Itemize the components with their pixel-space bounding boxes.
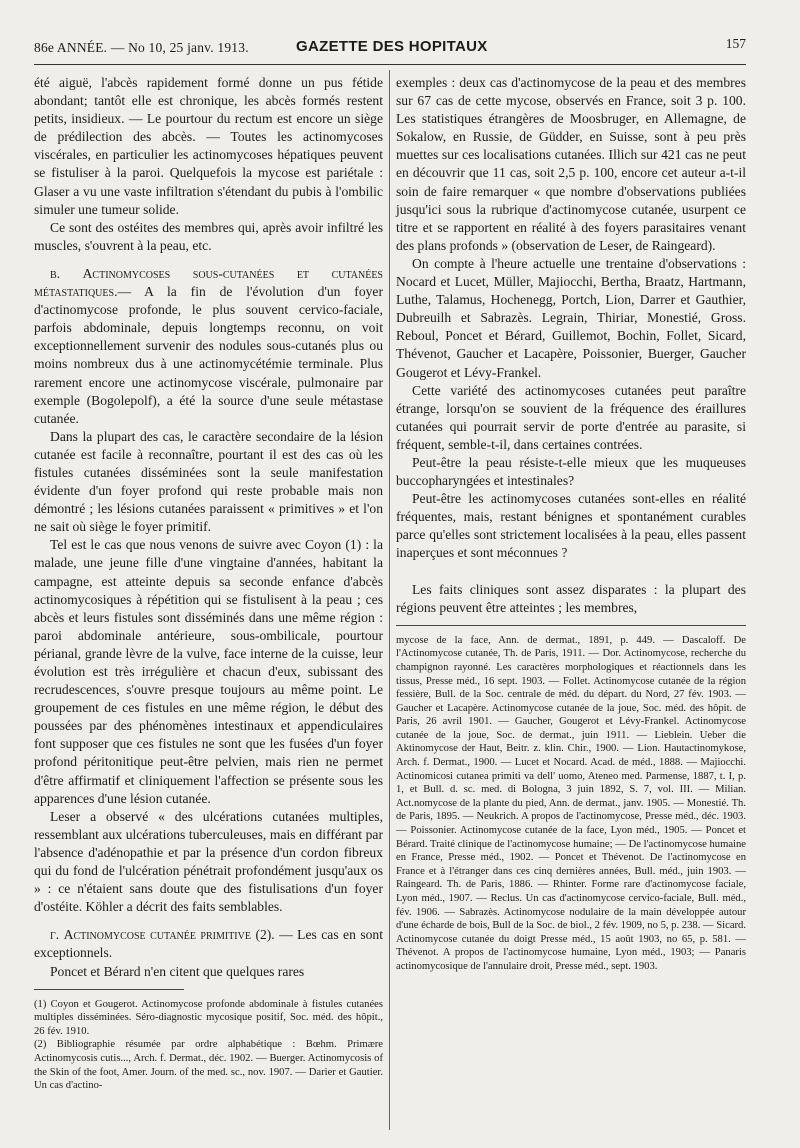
column-divider <box>389 70 390 1130</box>
paragraph: Tel est le cas que nous venons de suivre avec Coyon (1) : la malade, une jeune fille d'une vingtaine d'années, habitant la campagne, est atteinte depuis sa seconde enfance d'abcès actinomycosiques à répétition qui se fistulisent à la peau ; ces abcès et leurs fistules sont disséminés dans une même région : paroi abdominale antérieure, sous-ombilicale, pourtour périanal, grande lèvre de la vulve, face interne de la cuisse, leur évolution est très irrégulière et chacun d'eux, subissant des recrudescences, s'ouvre presque toujours au même point. Le groupement de ces fistules en une même région, le début des poussées par des phénomènes intestinaux et appendiculaires font supposer que ces fistules ne sont que les fusées d'un foyer profond péritonitique peut-être pelvien, mais rien ne permet d'être affirmatif et cliniquement l'affection se présente sous les apparences d'une lésion cutanée. <box>34 537 383 806</box>
left-column <box>34 74 383 1093</box>
page-header <box>34 36 746 60</box>
footnote: (2) Bibliographie résumée par ordre alphabétique : Bœhm. Primære Actinomycosis cutis..., Arch. f. Dermat., déc. 1902. — Buerger. Actinomycosis of the Skin of the foot, Amer. Journ. of the med. sc., nov. 1907. — Darier et Gautier. Un cas d'actino- <box>34 1039 383 1092</box>
paragraph: Ce sont des ostéites des membres qui, après avoir infiltré les muscles, s'ouvrent à la peau, etc. <box>34 219 383 253</box>
section-beta <box>34 265 383 428</box>
journal-title: GAZETTE DES HOPITAUX <box>296 38 488 55</box>
paragraph: été aiguë, l'abcès rapidement formé donne un pus fétide abondant; tantôt elle est chronique, les abcès formés restent petits, insidieux. — Le pourtour du rectum est encore un siège de prédilection des abcès. — Toutes les actinomycoses viscérales, en particulier les actinomycoses hépatiques peuvent se fistuliser à la paroi. Quelquefois la mycose est pariétale : Glaser a vu une vaste infiltration s'étendant du pubis à l'ombilic simuler une tumeur solide. <box>34 75 383 217</box>
right-column <box>396 74 746 974</box>
footnote-rule <box>396 625 746 626</box>
section-gamma-text: — Les cas en sont exceptionnels. <box>34 927 383 961</box>
section-gamma-title: γ. Actinomycose cutanée primitive <box>50 927 251 943</box>
page-number: 157 <box>725 36 746 51</box>
section-gamma <box>34 926 383 962</box>
footnote: (1) Coyon et Gougerot. Actinomycose profonde abdominale à fistules cutanées multiples disséminées. Séro-diagnostic mycosique positif, Soc. méd. des hôpit., 26 fév. 1910. <box>34 998 383 1037</box>
footnote-rule <box>34 989 184 990</box>
section-beta-title: β. Actinomycoses sous-cutanées et cutanées métastatiques. <box>34 265 383 300</box>
paragraph: Les faits cliniques sont assez disparates : la plupart des régions peuvent être atteintes ; les membres, <box>396 581 746 615</box>
paragraph: Dans la plupart des cas, le caractère secondaire de la lésion cutanée est facile à reconnaître, pourtant il est des cas où les fistules cutanées disséminées sont la seule manifestation évidente d'un foyer profond qui reste probable mais non démontré ; les lésions cutanées paraissent « primitives » et l'on ne sait où siège le foyer primitif. <box>34 428 383 535</box>
paragraph: Peut-être la peau résiste-t-elle mieux que les muqueuses buccopharyngées et intestinales? <box>396 454 746 489</box>
section-beta-text: — A la fin de l'évolution d'un foyer d'actinomycose profonde, le plus souvent cervico-faciale, parfois abdominale, depuis longtemps reconnu, on voit exceptionnellement survenir des nodules sous-cutanés plus ou moins nombreux dus à une actinomycétémie terminale. Plus rarement encore une actinomycose viscérale, pulmonaire par exemple (Bogolepolf), a été la source d'une seule métastase cutanée. <box>34 284 383 426</box>
footnote-continuation: mycose de la face, Ann. de dermat., 1891, p. 449. — Dascaloff. De l'Actinomycose cutanée, Th. de Paris, 1911. — Dor. Actinomycose, recherche du champignon rayonné. Les caractères morphologiques et réactionnels dans les tissus, Presse méd., 16 sept. 1903. — Follet. Actinomycose cutanée de la région fessière, Bull. de la Soc. centrale de méd. du départ. du Nord, 27 fév. 1903. — Gaucher et Lacapère. Actinomycose cutanée de la joue, Soc. méd. des hôpit. de Paris, 26 avril 1901. — Gaucher, Gougerot et Lévy-Frankel. Actinomycose cutanée de la joue, Soc. de dermat., juin 1911. — Lieblein. Ueber die Aktinomycose der Haut, Beitr. z. klin. Chir., 1900. — Lion. Hautactinomykose, Arch. f. Dermat., 1900. — Lucet et Nocard. Acad. de méd., 1888. — Majiocchi. Actinomicosi cutanea primiti va dell' uomo, Ateneo med. Parmense, 1887, t. I, p. 1, et Bull. d. sc. med. di Bologna, 3 juin 1892, S. 7, vol. III. — Milian. Act.nomycose de la plante du pied, Ann. de dermat., janv. 1905. — Monestié. Th. de Paris, 1895. — Neukrich. A propos de l'actinomycose, Presse méd., déc. 1903. — Poissonier. Actinomycose cutanée de la face, Lyon méd., 1905. — Poncet et Bérard. Traité clinique de l'actinomycose humaine; — De l'actinomycose humaine en France, Presse méd., 1902. — Poncet et Thévenot. De l'actinomycose en France et à l'étranger dans ces cinq dernières années, Bull. méd., juin 1903. — Raingeard. Th. de Paris, 1886. — Rhinter. Forme rare d'actinomycose faciale, Lyon méd., 1907. — Reclus. Un cas d'actinomycose cervico-faciale, Bull. méd., fév. 1906. — Sabrazès. Actinomycose nodulaire de la main développée autour d'une écharde de bois, Bull de la Soc. de biol., 2 fév. 1909, no 5, p. 238. — Sicard. Actinomycose cutanée du doigt Presse méd., 15 août 1903, no 65, p. 581. — Thévenot. A propos de l'actinomycose humaine, Lyon méd., 1903; — Panaris actinomycosique de l'annulaire droit, Presse méd., sept. 1903. <box>396 634 746 972</box>
paragraph: On compte à l'heure actuelle une trentaine d'observations : Nocard et Lucet, Müller, Majiocchi, Bertha, Braatz, Hartmann, Luthe, Talamus, Hochenegg, Portch, Lion, Darrer et Gauthier, Dubreuilh et Sabrazès. Legrain, Thiriar, Monestié, Gross. Reboul, Poncet et Bérard, Guillemot, Bochin, Follet, Sicard, Thévenot, Gaucher et Lacapère, Poissonier, Buerger, Gaucher Gougerot et Lévy-Frankel. <box>396 255 746 380</box>
issue-info: 86e ANNÉE. — No 10, 25 janv. 1913. <box>34 40 249 55</box>
footnotes <box>396 634 746 974</box>
paragraph: Cette variété des actinomycoses cutanées peut paraître étrange, lorsqu'on se souvient de la fréquence des éraillures cutanées qui pourrait servir de porte d'entrée au parasite, si fréquent, semble-t-il, dans certaines contrées. <box>396 382 746 452</box>
paragraph: exemples : deux cas d'actinomycose de la peau et des membres sur 67 cas de cette mycose, observés en France, soit 3 p. 100. Les statistiques étrangères de Moosbruger, en Allemagne, de Sokalow, en Russie, de Güdder, en Suisse, sont à peu près muettes sur ces localisations cutanées. Illich sur 421 cas ne peut en découvrir que 11 cas, soit 2,5 p. 100, encore cet auteur a-t-il soin de faire remarquer « que nombre d'observations publiées jusqu'ici sous la rubrique d'actinomycose cutanée, usurpent ce titre et se rapportent en réalité à des foyers parasitaires venant des plans profonds » (observation de Leser, de Raingeard). <box>396 75 746 253</box>
paragraph: Leser a observé « des ulcérations cutanées multiples, ressemblant aux ulcérations tuberculeuses, mais en différant par l'absence d'adénopathie et par la présence d'un cordon fibreux qui du fond de l'ulcération pénétrait profondément jusqu'aux os » : ce n'étaient sans doute que des fistulisations d'un foyer d'ostéite. Köhler a décrit des faits semblables. <box>34 808 383 915</box>
footnotes <box>34 998 383 1093</box>
header-rule <box>34 64 746 65</box>
paragraph: Peut-être les actinomycoses cutanées sont-elles en réalité fréquentes, mais, restant bénignes et spontanément curables parce qu'elles sont strictement localisées à la peau, elles passent inaperçues et sont méconnues ? <box>396 491 746 561</box>
paragraph: Poncet et Bérard n'en citent que quelques rares <box>50 963 305 979</box>
section-gamma-ref: (2). <box>255 927 275 943</box>
